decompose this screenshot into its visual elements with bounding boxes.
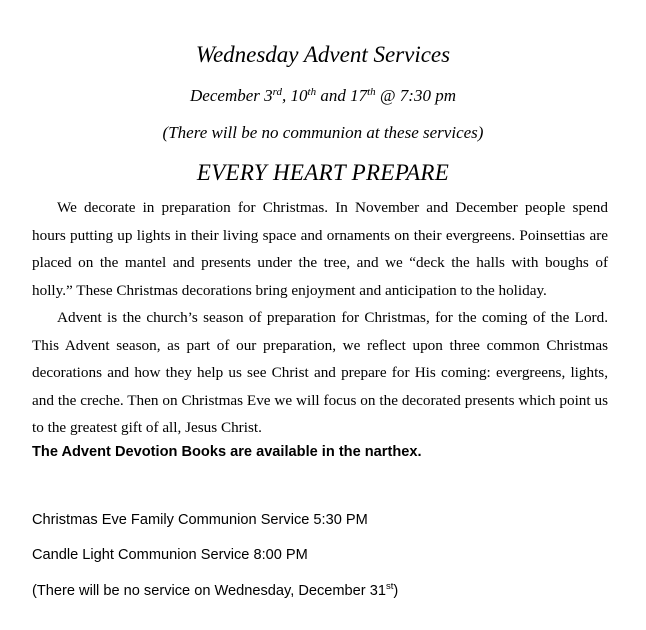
no-service-note: [32, 583, 398, 599]
page-title: Wednesday Advent Services: [195, 42, 451, 67]
article-paragraph: We decorate in preparation for Christmas. In November and December people spend hours putting up lights in their living space and ornaments on their evergreens. Poinsettias are placed on the mantel and presents under the tree, and we “deck the halls with boughs of holly.” These Christmas decorations bring enjoyment and anticipation to the holiday.: [32, 199, 608, 299]
article-body: [32, 194, 608, 442]
no-service-text: (There will be no service on Wednesday, December 31: [32, 583, 386, 599]
no-service-close: ): [393, 583, 399, 599]
dates-part: and 17: [316, 86, 368, 105]
candle-service-line: Candle Light Communion Service 8:00 PM: [32, 547, 308, 563]
dates-part: December 3: [190, 86, 273, 105]
article-paragraph: Advent is the church’s season of preparation for Christmas, for the coming of the Lord. This Advent season, as part of our preparation, we reflect upon three common Christmas decorations and how they help us see Christ and prepare for His coming: evergreens, lights, and the creche. Then on Christmas Eve we will focus on the decorated presents which point us to the greatest gift of all, Jesus Christ.: [32, 309, 608, 436]
service-dates: [0, 86, 646, 106]
family-service-line: Christmas Eve Family Communion Service 5:30 PM: [32, 512, 368, 528]
no-service-superscript: st: [385, 581, 394, 592]
article-heading: EVERY HEART PREPARE: [196, 160, 450, 185]
dates-superscript: th: [367, 86, 376, 98]
no-communion-note: (There will be no communion at these services): [162, 123, 484, 142]
dates-superscript: th: [307, 86, 317, 98]
devotion-books-notice: The Advent Devotion Books are available in the narthex.: [32, 444, 422, 460]
dates-superscript: rd: [272, 86, 283, 98]
dates-part: @ 7:30 pm: [375, 86, 456, 105]
dates-part: , 10: [282, 86, 308, 105]
